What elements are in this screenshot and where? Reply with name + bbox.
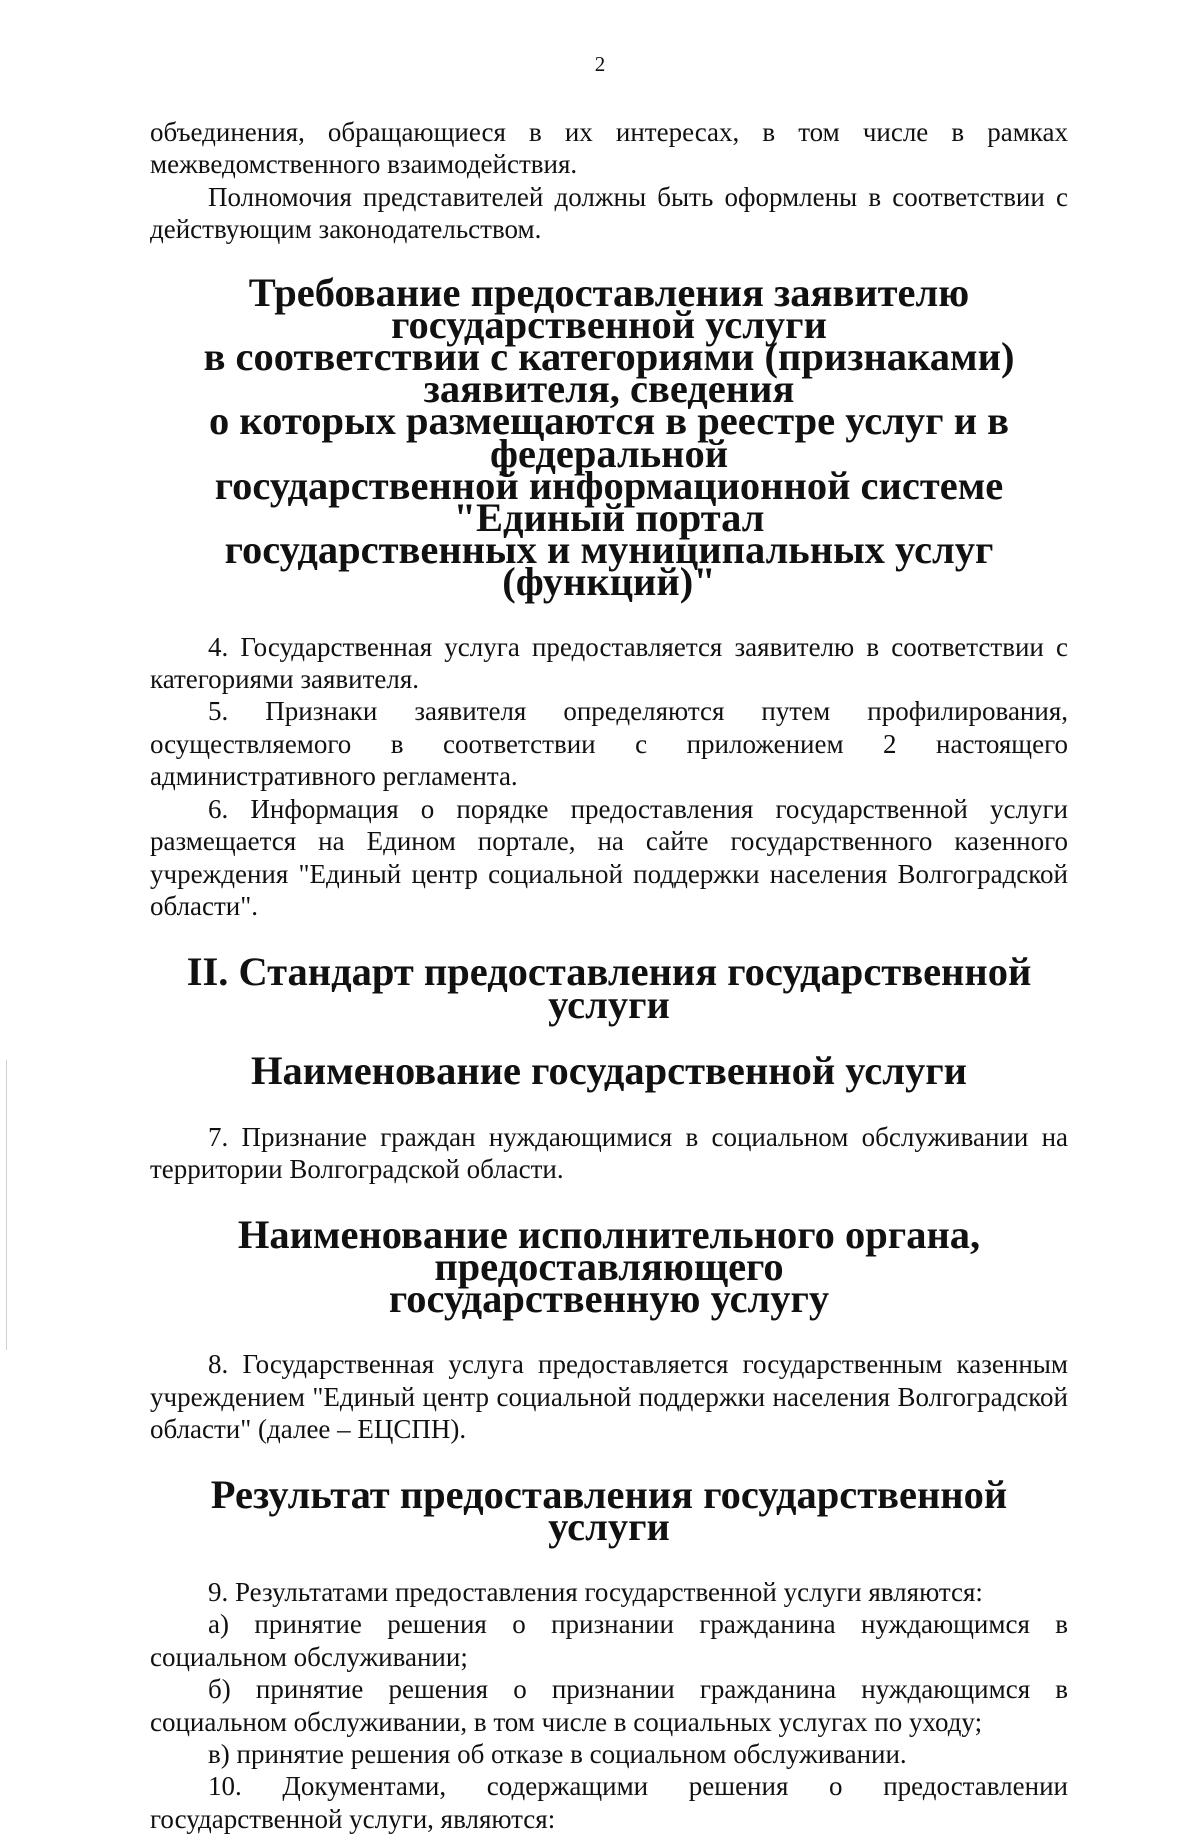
paragraph-continuation: объединения, обращающиеся в их интересах, в том числе в рамках межведомственного взаимодействия.: [150, 117, 1068, 180]
heading-line: Наименование исполнительного органа, предоставляющего: [237, 1211, 981, 1289]
heading-line: государственных и муниципальных услуг (функций)": [224, 527, 994, 605]
paragraph-item-9: 9. Результатами предоставления государственной услуги являются:: [208, 1576, 983, 1607]
scan-edge-line: [6, 1060, 7, 1350]
heading-service-result: Результат предоставления государственной услуги: [210, 1471, 1008, 1549]
paragraph-item-10: 10. Документами, содержащими решения о предоставлении государственной услуги, являются:: [150, 1771, 1068, 1834]
document-body: [150, 116, 1068, 1835]
heading-line: государственную услугу: [388, 1276, 830, 1322]
paragraph-item-4: 4. Государственная услуга предоставляется заявителю в соответствии с категориями заявителя.: [150, 631, 1068, 695]
page-number: 2: [594, 52, 606, 76]
heading-line: о которых размещаются в реестре услуг и в федеральной: [208, 398, 1010, 476]
paragraph-item-8: 8. Государственная услуга предоставляется государственным казенным учреждением "Единый центр социальной поддержки населения Волгоградской области" (далее – ЕЦСПН).: [150, 1349, 1068, 1445]
paragraph-item-9b: б) принятие решения о признании гражданина нуждающимся в социальном обслуживании, в том числе в социальных услугах по уходу;: [150, 1674, 1068, 1737]
heading-service-name: Наименование государственной услуги: [251, 1047, 967, 1093]
paragraph-item-5: 5. Признаки заявителя определяются путем профилирования, осуществляемого в соответствии с приложением 2 настоящего административного регламента.: [150, 696, 1068, 792]
heading-line: в соответствии с категориями (признаками) заявителя, сведения: [203, 334, 1015, 412]
heading-section-2: II. Стандарт предоставления государственной услуги: [186, 949, 1032, 1027]
paragraph-item-7: 7. Признание граждан нуждающимися в социальном обслуживании на территории Волгоградской области.: [150, 1121, 1068, 1185]
paragraph-representatives: Полномочия представителей должны быть оформлены в соответствии с действующим законодательством.: [150, 181, 1068, 245]
paragraph-item-6: 6. Информация о порядке предоставления государственной услуги размещается на Едином портале, на сайте государственного казенного учреждения "Единый центр социальной поддержки населения Волгоградской области".: [150, 793, 1068, 921]
heading-line: государственной информационной системе "Единый портал: [214, 462, 1004, 541]
heading-line: Требование предоставления заявителю государственной услуги: [248, 269, 970, 347]
paragraph-item-9a: а) принятие решения о признании гражданина нуждающимся в социальном обслуживании;: [150, 1609, 1068, 1672]
paragraph-item-9c: в) принятие решения об отказе в социальном обслуживании.: [208, 1739, 907, 1769]
heading-executive-body: [150, 1211, 1068, 1322]
heading-applicant-requirement: [150, 269, 1068, 605]
